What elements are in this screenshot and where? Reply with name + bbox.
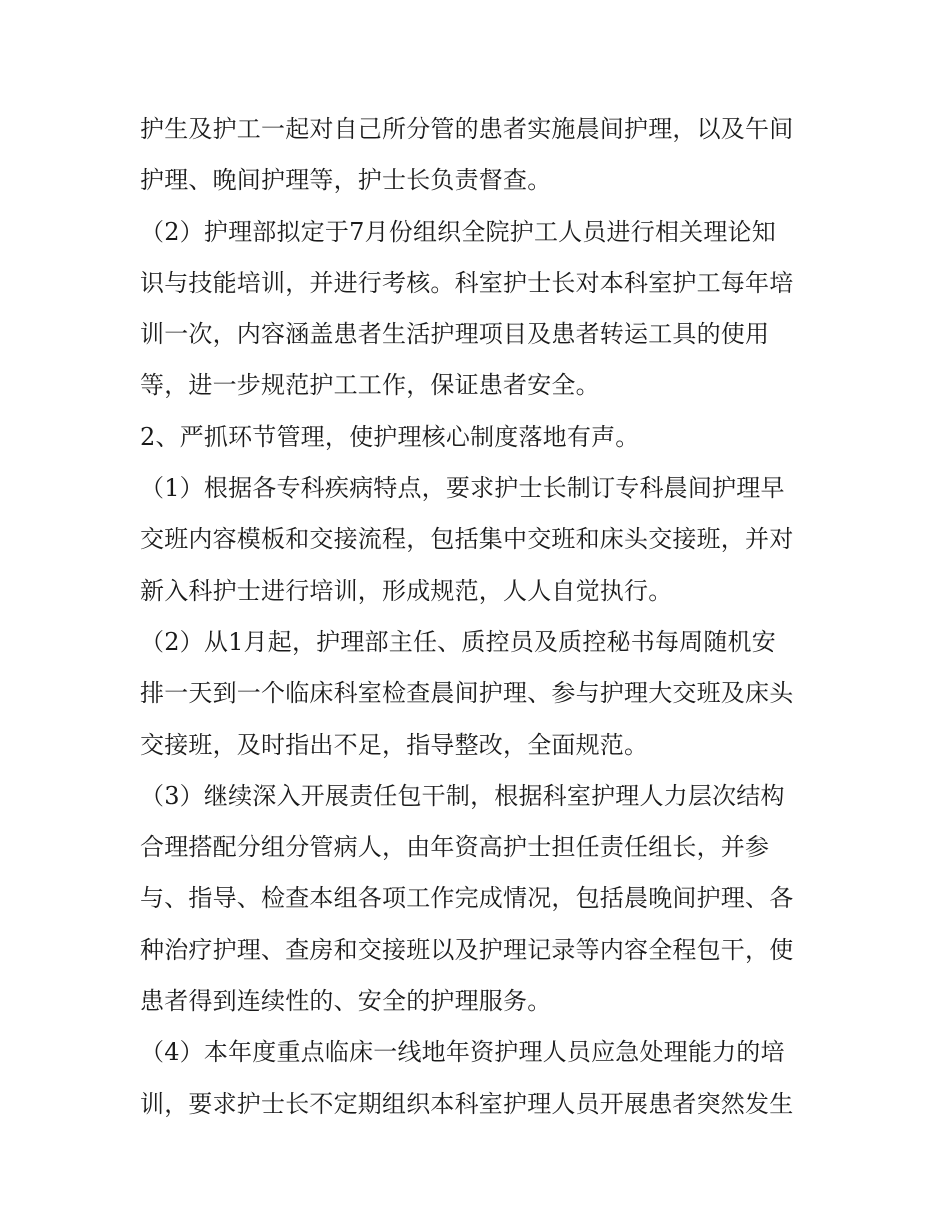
text-line: 护理、晚间护理等，护士长负责督查。 bbox=[140, 166, 552, 195]
text-line: 新入科护士进行培训，形成规范，人人自觉执行。 bbox=[140, 576, 673, 605]
text-line: 等，进一步规范护工工作，保证患者安全。 bbox=[140, 371, 600, 400]
text-line: 种治疗护理、查房和交接班以及护理记录等内容全程包干，使 bbox=[140, 935, 794, 964]
text-line: 排一天到一个临床科室检查晨间护理、参与护理大交班及床头 bbox=[140, 679, 794, 708]
text-line: 患者得到连续性的、安全的护理服务。 bbox=[140, 987, 552, 1016]
text-line: 训一次，内容涵盖患者生活护理项目及患者转运工具的使用 bbox=[140, 320, 770, 349]
text-line: 识与技能培训，并进行考核。科室护士长对本科室护工每年培 bbox=[140, 268, 794, 297]
text-line: （1）根据各专科疾病特点，要求护士长制订专科晨间护理早 bbox=[140, 474, 785, 503]
text-line: （3）继续深入开展责任包干制，根据科室护理人力层次结构 bbox=[140, 781, 785, 810]
text-line: 护生及护工一起对自己所分管的患者实施晨间护理，以及午间 bbox=[140, 115, 794, 143]
text-line: （4）本年度重点临床一线地年资护理人员应急处理能力的培 bbox=[140, 1038, 785, 1067]
text-line: 合理搭配分组分管病人，由年资高护士担任责任组长，并参 bbox=[140, 833, 770, 862]
text-line: 交班内容模板和交接流程，包括集中交班和床头交接班，并对 bbox=[140, 525, 794, 554]
text-line: （2）从1月起，护理部主任、质控员及质控秘书每周随机安 bbox=[140, 627, 776, 656]
document-body bbox=[140, 104, 820, 1130]
text-line: 训，要求护士长不定期组织本科室护理人员开展患者突然发生 bbox=[140, 1089, 794, 1118]
text-line: 与、指导、检查本组各项工作完成情况，包括晨晚间护理、各 bbox=[140, 884, 794, 913]
text-line: 2、严抓环节管理，使护理核心制度落地有声。 bbox=[140, 422, 640, 451]
text-line: （2）护理部拟定于7月份组织全院护工人员进行相关理论知 bbox=[140, 217, 776, 246]
text-line: 交接班，及时指出不足，指导整改，全面规范。 bbox=[140, 730, 649, 759]
